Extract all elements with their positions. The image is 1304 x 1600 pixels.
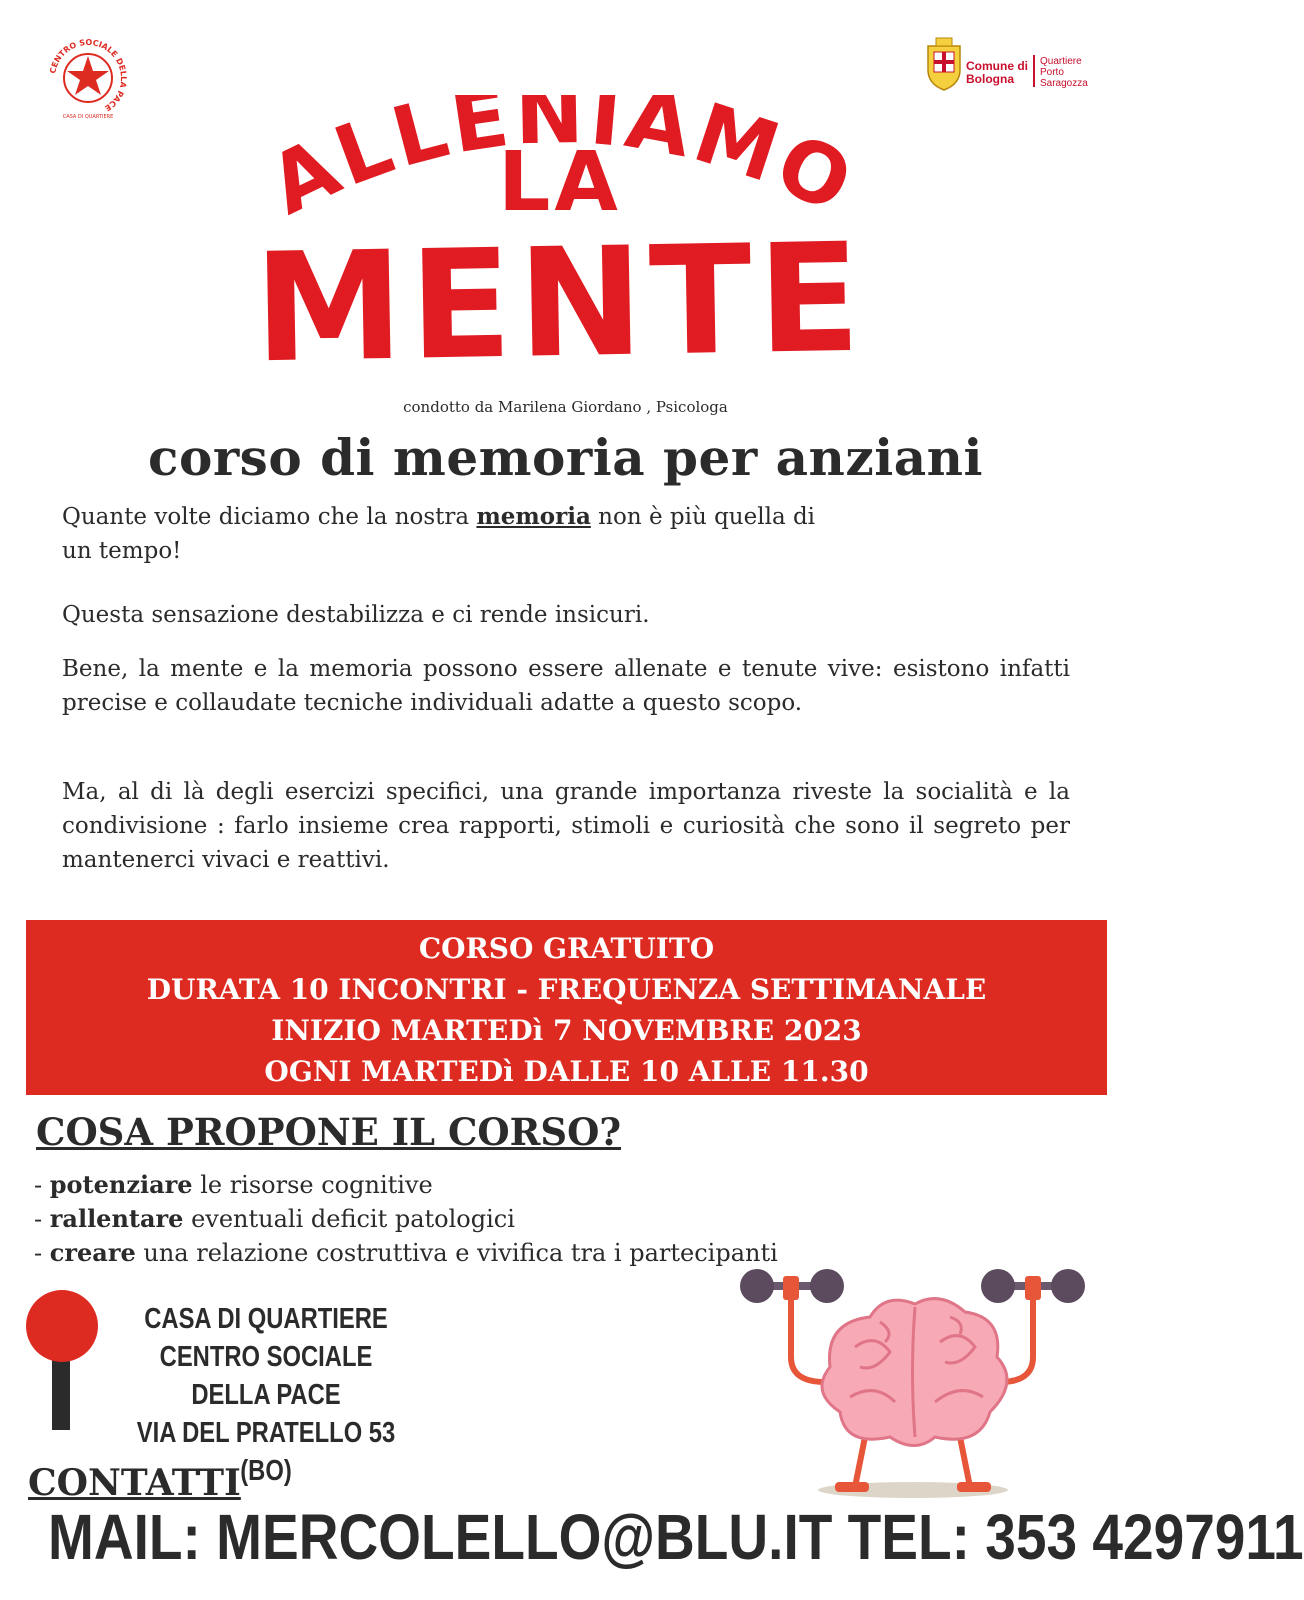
logo-divider: [1033, 55, 1035, 87]
banner-line-start: INIZIO MARTEDì 7 NOVEMBRE 2023: [271, 1014, 862, 1047]
map-pin-icon-stick: [52, 1358, 70, 1430]
coat-of-arms-icon: [922, 36, 966, 92]
banner-line-duration: DURATA 10 INCONTRI - FREQUENZA SETTIMANALE: [146, 973, 987, 1006]
list-item-verb: creare: [49, 1238, 136, 1267]
list-item-verb: rallentare: [49, 1204, 184, 1233]
quartiere-label: Quartiere Porto Saragozza: [1040, 56, 1088, 89]
headline-line2: LA: [498, 135, 622, 230]
memoria-keyword: memoria: [476, 503, 591, 530]
course-info-banner: [26, 920, 1107, 1095]
banner-line-schedule: OGNI MARTEDì DALLE 10 ALLE 11.30: [264, 1055, 869, 1088]
address-line-3: VIA DEL PRATELLO 53 (BO): [136, 1417, 396, 1487]
list-item-text: le risorse cognitive: [192, 1171, 433, 1199]
svg-text:CENTRO SOCIALE DELLA PACE: CENTRO SOCIALE DELLA PACE: [48, 37, 129, 113]
list-item-verb: potenziare: [49, 1170, 193, 1199]
svg-text:CASA DI QUARTIERE: CASA DI QUARTIERE: [62, 114, 114, 120]
subtitle: corso di memoria per anziani: [148, 428, 983, 487]
map-pin-icon: [26, 1290, 98, 1362]
star-emblem-icon: [44, 34, 132, 122]
intro-paragraph-4: Ma, al di là degli esercizi specifici, una grande importanza riveste la socialità e la condivisione : farlo insieme crea rapporti, stimoli e curiosità che sono il segreto per mantenerci vivaci e reattivi.: [62, 779, 1070, 873]
brain-lifting-weights-icon: [735, 1262, 1090, 1502]
centro-sociale-logo: [44, 34, 132, 122]
intro-paragraph-3: Bene, la mente e la memoria possono essere allenate e tenute vive: esistono infatti precise e collaudate tecniche individuali adatte a questo scopo.: [62, 656, 1070, 716]
list-item-text: eventuali deficit patologici: [183, 1205, 515, 1233]
address-line-1: CASA DI QUARTIERE: [144, 1303, 388, 1335]
intro-p1-after: non è più quella di un tempo!: [62, 504, 816, 564]
list-item: - rallentare eventuali deficit patologici: [34, 1204, 515, 1233]
goals-list: [34, 1168, 778, 1270]
headline: [215, 95, 905, 395]
banner-line-free: CORSO GRATUITO: [418, 932, 715, 965]
intro-paragraph-2: Questa sensazione destabilizza e ci rende insicuri.: [62, 602, 650, 628]
address-line-2: CENTRO SOCIALE DELLA PACE: [159, 1341, 373, 1411]
section-title-cosa: COSA PROPONE IL CORSO?: [36, 1110, 622, 1154]
list-item: - potenziare le risorse cognitive: [34, 1170, 433, 1199]
headline-line3: MENTE: [252, 211, 868, 395]
intro-paragraph-1: [62, 500, 822, 568]
byline: condotto da Marilena Giordano , Psicologa: [403, 398, 728, 416]
contatti-title: CONTATTI: [28, 1462, 241, 1504]
headline-line1: ALLENIAMO: [255, 95, 870, 234]
list-item: - creare una relazione costruttiva e vivifica tra i partecipanti: [34, 1238, 778, 1267]
comune-label: Comune di Bologna: [966, 59, 1028, 86]
list-item-text: una relazione costruttiva e vivifica tra i partecipanti: [135, 1239, 778, 1267]
contact-mail-phone: MAIL: MERCOLELLO@BLU.IT TEL: 353 4297911: [48, 1501, 1304, 1573]
intro-p1-before: Quante volte diciamo che la nostra: [62, 504, 477, 530]
